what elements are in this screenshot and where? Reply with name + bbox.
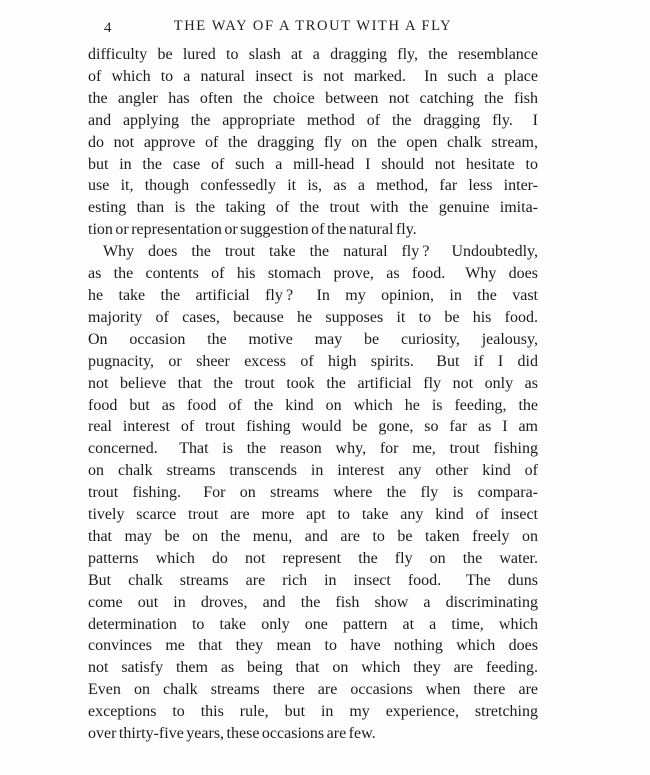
text-line: real interest of trout fishing would be gone, so far as I am bbox=[88, 418, 538, 436]
text-line: not satisfy them as being that on which they are feeding. bbox=[88, 659, 538, 677]
text-line: majority of cases, because he supposes it to be his food. bbox=[88, 308, 538, 326]
text-line: esting than is the taking of the trout with the genuine imita- bbox=[88, 199, 538, 217]
text-line: he take the artificial fly ? In my opinion, in the vast bbox=[88, 286, 538, 304]
running-title: THE WAY OF A TROUT WITH A FLY bbox=[173, 18, 453, 34]
text-line: On occasion the motive may be curiosity, jealousy, bbox=[88, 330, 538, 348]
page-number: 4 bbox=[104, 20, 112, 36]
page-header bbox=[88, 18, 538, 40]
text-line: use it, though confessedly it is, as a method, far less inter- bbox=[88, 177, 538, 195]
text-line: come out in droves, and the fish show a discriminating bbox=[88, 593, 538, 611]
paragraph-2 bbox=[88, 241, 538, 745]
text-line: determination to take only one pattern at a time, which bbox=[88, 615, 538, 633]
text-line: Why does the trout take the natural fly ? Undoubtedly, bbox=[103, 243, 538, 261]
text-line: convinces me that they mean to have nothing which does bbox=[88, 637, 538, 655]
text-line: pugnacity, or sheer excess of high spirits. But if I did bbox=[88, 352, 538, 370]
text-line: but in the case of such a mill-head I should not hesitate to bbox=[88, 155, 538, 173]
text-line: the angler has often the choice between not catching the fish bbox=[88, 89, 538, 107]
text-line: and applying the appropriate method of the dragging fly. I bbox=[88, 111, 538, 129]
text-line: on chalk streams transcends in interest any other kind of bbox=[88, 462, 538, 480]
text-line: over thirty-five years, these occasions are few. bbox=[88, 725, 376, 743]
text-line: difficulty be lured to slash at a dragging fly, the resemblance bbox=[88, 46, 538, 63]
text-line: But chalk streams are rich in insect food. The duns bbox=[88, 571, 538, 589]
text-line: food but as food of the kind on which he is feeding, the bbox=[88, 396, 538, 414]
paragraph-1 bbox=[88, 44, 538, 241]
body-text bbox=[88, 44, 538, 745]
text-line: trout fishing. For on streams where the fly is compara- bbox=[88, 484, 538, 502]
text-line: of which to a natural insect is not marked. In such a place bbox=[88, 67, 538, 85]
text-line: do not approve of the dragging fly on the open chalk stream, bbox=[88, 133, 538, 151]
text-line: tion or representation or suggestion of the natural fly. bbox=[88, 221, 417, 239]
text-line: exceptions to this rule, but in my experience, stretching bbox=[88, 703, 538, 721]
text-line: patterns which do not represent the fly on the water. bbox=[88, 549, 538, 567]
text-line: Even on chalk streams there are occasions when there are bbox=[88, 681, 538, 699]
text-line: not believe that the trout took the artificial fly not only as bbox=[88, 374, 538, 392]
text-line: concerned. That is the reason why, for me, trout fishing bbox=[88, 440, 538, 458]
text-line: tively scarce trout are more apt to take any kind of insect bbox=[88, 506, 538, 524]
text-line: as the contents of his stomach prove, as food. Why does bbox=[88, 265, 538, 283]
text-line: that may be on the menu, and are to be taken freely on bbox=[88, 527, 538, 545]
